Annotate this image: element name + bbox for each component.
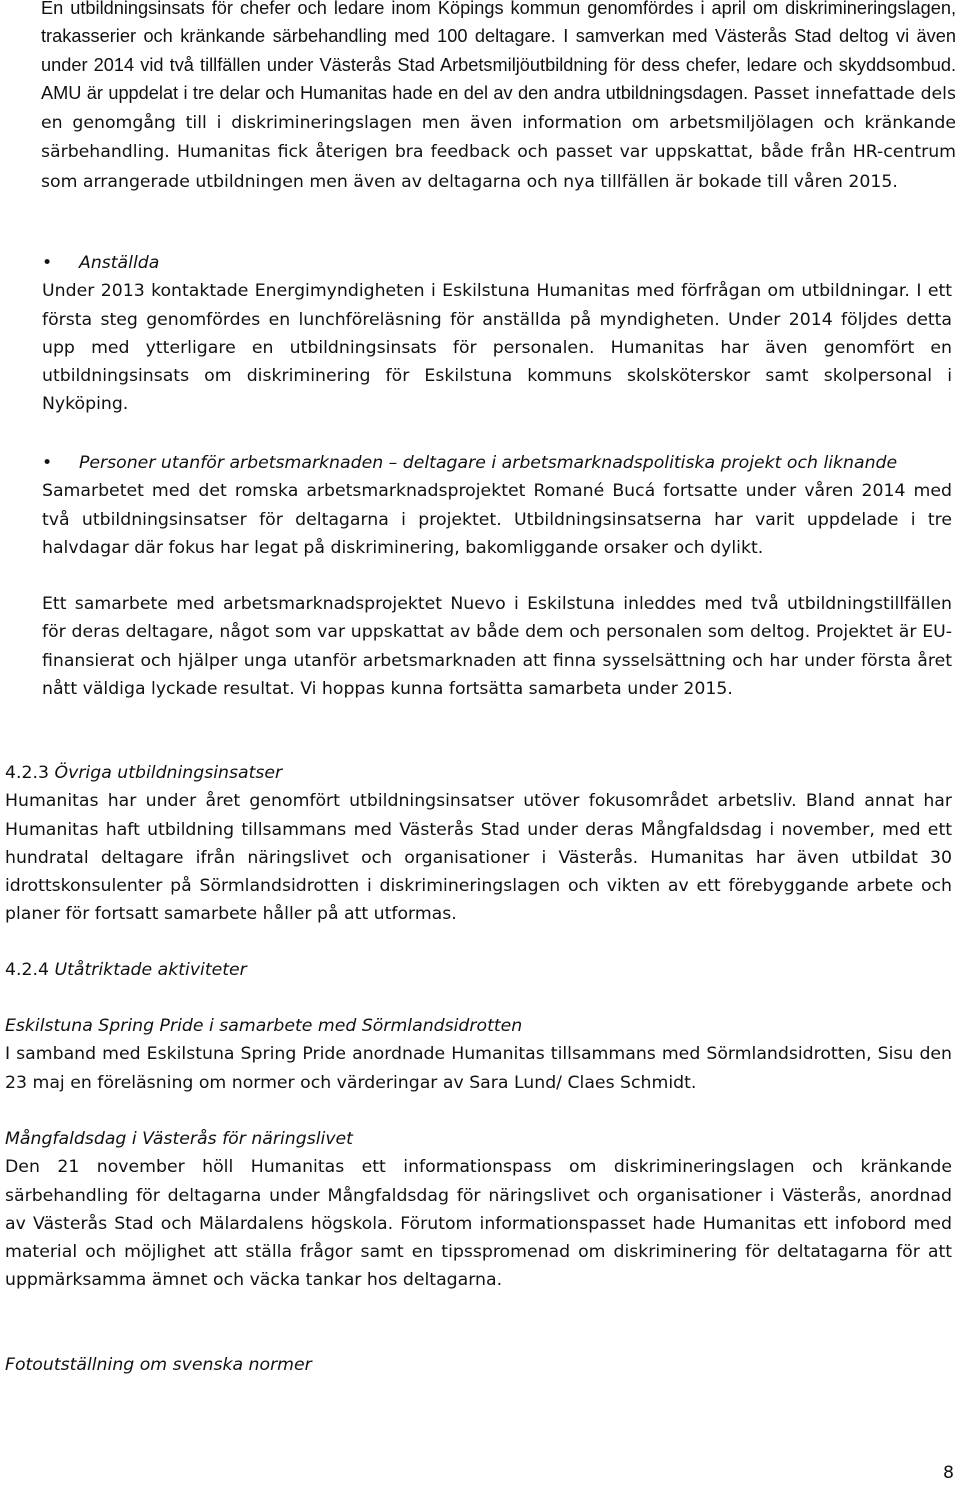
koping-paragraph [41, 0, 956, 196]
nuevo-section [0, 590, 956, 703]
foto-section [0, 1351, 956, 1379]
bullet-icon: • [42, 253, 53, 273]
pride-heading: Eskilstuna Spring Pride i samarbete med Sörmlandsidrotten [5, 1016, 523, 1036]
pride-section [0, 1012, 956, 1097]
koping-text-body: Passet innefattade dels en genomgång till i diskrimineringslagen men även information om arbetsmiljölagen och kränkande särbehandling. Humanitas fick återigen bra feedback och passet var uppskattat, både från HR-centrum som arrangerade utbildningen men även av deltagarna och nya tillfällen är bokade till våren 2015. [41, 83, 956, 192]
mangfald-section [0, 1125, 956, 1295]
section-423-title: Övriga utbildningsinsatser [54, 763, 283, 783]
section-423 [0, 759, 956, 929]
section-424-number: 4.2.4 [5, 960, 49, 980]
mangfald-text: Den 21 november höll Humanitas ett informationspass om diskrimineringslagen och kränkande särbehandling för deltagarna under Mångfaldsdag för näringslivet och organisationer i Västerås, anordnad av Västerås Stad och Mälardalens högskola. Förutom informationspasset hade Humanitas ett infobord med material och möjlighet att ställa frågor samt en tipsspromenad om diskriminering för deltatagarna för att uppmärksamma ämnet och väcka tankar hos deltagarna. [5, 1157, 952, 1291]
personer-bullet [0, 449, 956, 477]
section-424 [0, 956, 956, 984]
anstallda-text: Under 2013 kontaktade Energimyndigheten i Eskilstuna Humanitas med förfrågan om utbildningar. I ett första steg genomfördes en lunchföreläsning för anställda på myndigheten. Under 2014 följdes detta upp med ytterligare en utbildningsinsats för personalen. Humanitas har även genomfört en utbildningsinsats om diskriminering för Eskilstuna kommuns skolsköterskor samt skolpersonal i Nyköping. [42, 281, 952, 415]
section-424-heading [0, 956, 956, 984]
anstallda-section [0, 249, 956, 419]
section-423-heading [0, 759, 956, 787]
koping-text-sans: En utbildningsinsats för chefer och ledare inom Köpings kommun genomfördes i april om diskrimineringslagen, trakasserier och kränkande särbehandling med 100 deltagare. I samverkan med Västerås Stad deltog vi även under 2014 vid två tillfällen under Västerås Stad Arbetsmiljöutbildning för dess chefer, ledare och skyddsombud. AMU är uppdelat i tre delar och Humanitas hade en del av den andra utbildningsdagen. [41, 0, 956, 103]
nuevo-text: Ett samarbete med arbetsmarknadsprojektet Nuevo i Eskilstuna inleddes med två utbildningstillfällen för deras deltagare, något som var uppskattat av både dem och personalen som deltog. Projektet är EU-finansierat och hjälper unga utanför arbetsmarknaden att finna sysselsättning och har under första året nått väldiga lyckade resultat. Vi hoppas kunna fortsätta samarbeta under 2015. [42, 594, 952, 699]
anstallda-bullet [0, 249, 956, 277]
section-424-title: Utåtriktade aktiviteter [54, 960, 247, 980]
romane-text: Samarbetet med det romska arbetsmarknadsprojektet Romané Bucá fortsatte under våren 2014 med två utbildningsinsatser för deltagarna i projektet. Utbildningsinsatserna har varit uppdelade i tre halvdagar där fokus har legat på diskriminering, bakomliggande orsaker och dylikt. [42, 481, 952, 558]
anstallda-heading: Anställda [79, 253, 160, 273]
section-423-text: Humanitas har under året genomfört utbildningsinsatser utöver fokusområdet arbetsliv. Bland annat har Humanitas haft utbildning tillsammans med Västerås Stad under deras Mångfaldsdag i november, med ett hundratal deltagare ifrån näringslivet och organisationer i Västerås. Humanitas har även utbildat 30 idrottskonsulenter på Sörmlandsidrotten i diskrimineringslagen och vikten av ett förebyggande arbete och planer för fortsatt samarbete håller på att utformas. [5, 791, 952, 925]
pride-text: I samband med Eskilstuna Spring Pride anordnade Humanitas tillsammans med Sörmlandsidrotten, Sisu den 23 maj en föreläsning om normer och värderingar av Sara Lund/ Claes Schmidt. [5, 1044, 952, 1093]
personer-section [0, 449, 956, 562]
personer-heading: Personer utanför arbetsmarknaden – deltagare i arbetsmarknadspolitiska projekt och liknande [79, 453, 898, 473]
bullet-icon: • [42, 453, 53, 473]
foto-heading: Fotoutställning om svenska normer [5, 1355, 312, 1375]
page-number: 8 [943, 1463, 954, 1483]
mangfald-heading: Mångfaldsdag i Västerås för näringslivet [5, 1129, 353, 1149]
section-423-number: 4.2.3 [5, 763, 49, 783]
